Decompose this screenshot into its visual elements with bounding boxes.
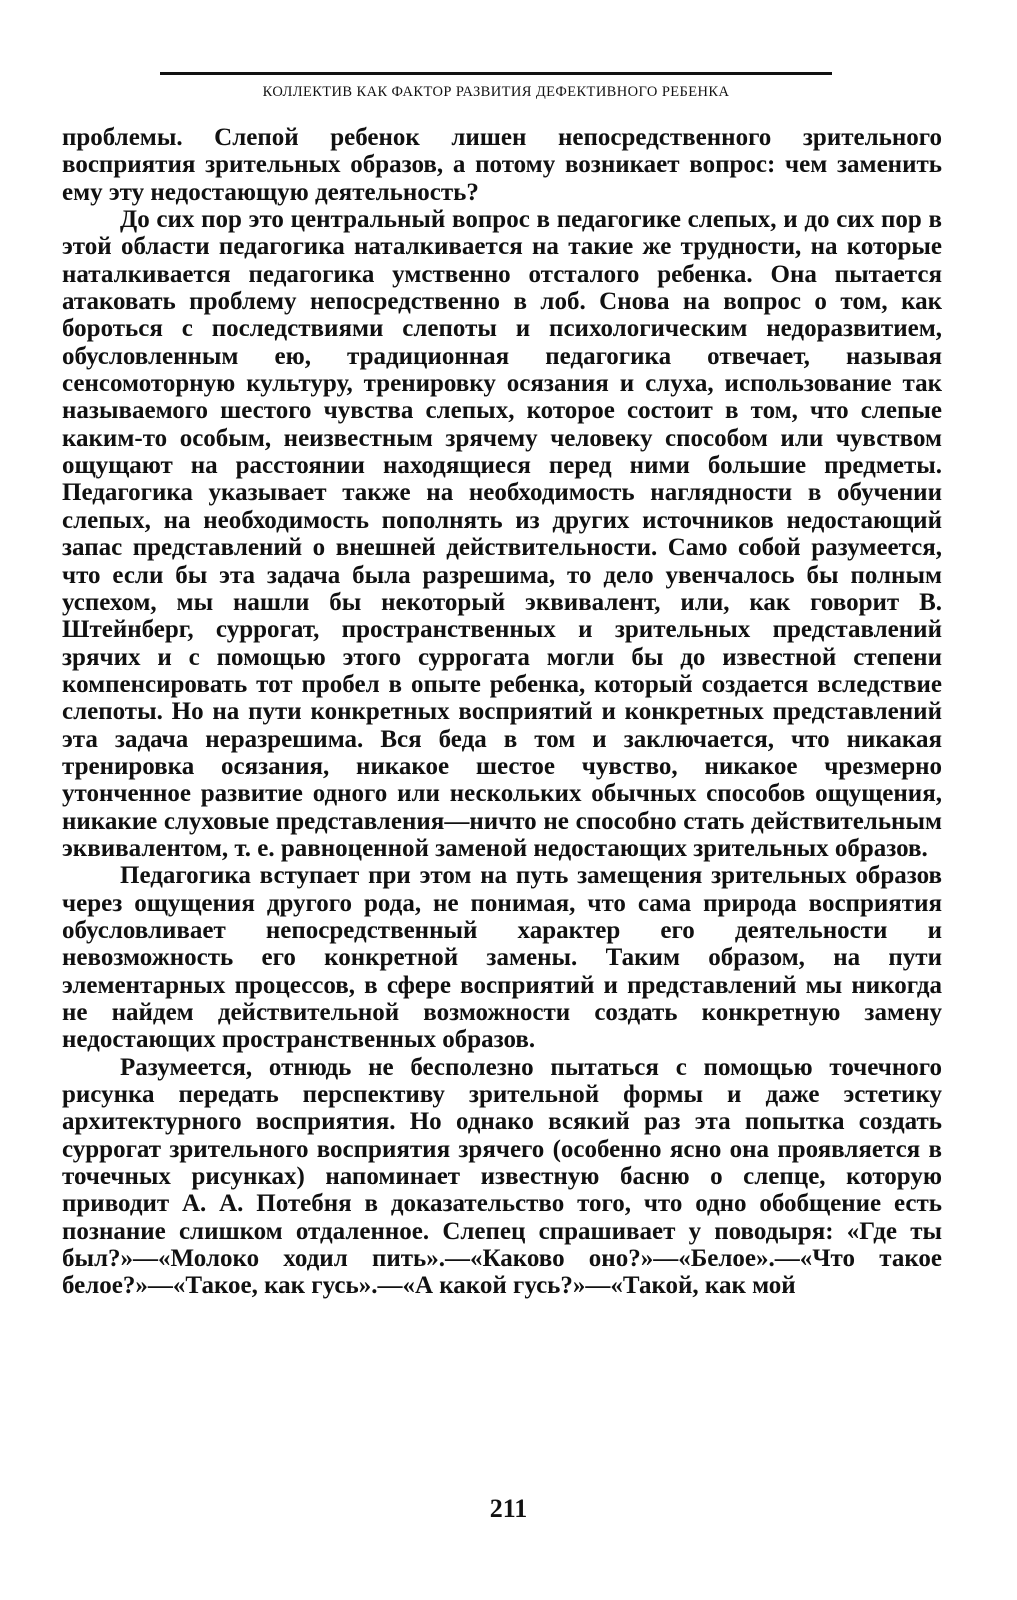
body-text xyxy=(62,124,942,1300)
page-number: 211 xyxy=(489,1494,528,1523)
header-rule xyxy=(160,72,832,75)
paragraph-continuation: проблемы. Слепой ребенок лишен непосредственного зрительного восприятия зрительных образов, а потому возникает вопрос: чем заменить ему эту недостающую деятельность? xyxy=(62,124,942,206)
paragraph: Педагогика вступает при этом на путь замещения зрительных образов через ощущения другого рода, не понимая, что сама природа восприятия обусловливает непосредственный характер его деятельности и невозможность его конкретной замены. Таким образом, на пути элементарных процессов, в сфере восприятий и представлений мы никогда не найдем действительной возможности создать конкретную замену недостающих пространственных образов. xyxy=(62,862,942,1054)
paragraph: Разумеется, отнюдь не бесполезно пытаться с помощью точечного рисунка передать перспективу зрительной формы и даже эстетику архитектурного восприятия. Но однако всякий раз эта попытка создать суррогат зрительного восприятия зрячего (особенно ясно она проявляется в точечных рисунках) напоминает известную басню о слепце, которую приводит А. А. Потебня в доказательство того, что одно обобщение есть познание слишком отдаленное. Слепец спрашивает у поводыря: «Где ты был?»—«Молоко ходил пить».—«Каково оно?»—«Белое».—«Что такое белое?»—«Такое, как гусь».—«А какой гусь?»—«Такой, как мой xyxy=(62,1053,942,1300)
running-head: КОЛЛЕКТИВ КАК ФАКТОР РАЗВИТИЯ ДЕФЕКТИВНОГО РЕБЕНКА xyxy=(262,84,730,100)
paragraph: До сих пор это центральный вопрос в педагогике слепых, и до сих пор в этой области педагогика наталкивается на такие же трудности, на которые наталкивается педагогика умственно отсталого ребенка. Она пытается атаковать проблему непосредственно в лоб. Снова на вопрос о том, как бороться с последствиями слепоты и психологическим недоразвитием, обусловленным ею, традиционная педагогика отвечает, называя сенсомоторную культуру, тренировку осязания и слуха, использование так называемого шестого чувства слепых, которое состоит в том, что слепые каким-то особым, неизвестным зрячему человеку способом или чувством ощущают на расстоянии находящиеся перед ними большие предметы. Педагогика указывает также на необходимость наглядности в обучении слепых, на необходимость пополнять из других источников недостающий запас представлений о внешней действительности. Само собой разумеется, что если бы эта задача была разрешима, то дело увенчалось бы полным успехом, мы нашли бы некоторый эквивалент, или, как говорит В. Штейнберг, суррогат, пространственных и зрительных представлений зрячих и с помощью этого суррогата могли бы до известной степени компенсировать тот пробел в опыте ребенка, который создается вследствие слепоты. Но на пути конкретных восприятий и конкретных представлений эта задача неразрешима. Вся беда в том и заключается, что никакая тренировка осязания, никакое шестое чувство, никакое чрезмерно утонченное развитие одного или нескольких обычных способов ощущения, никакие слуховые представления—ничто не способно стать действительным эквивалентом, т. е. равноценной заменой недостающих зрительных образов. xyxy=(62,206,942,862)
